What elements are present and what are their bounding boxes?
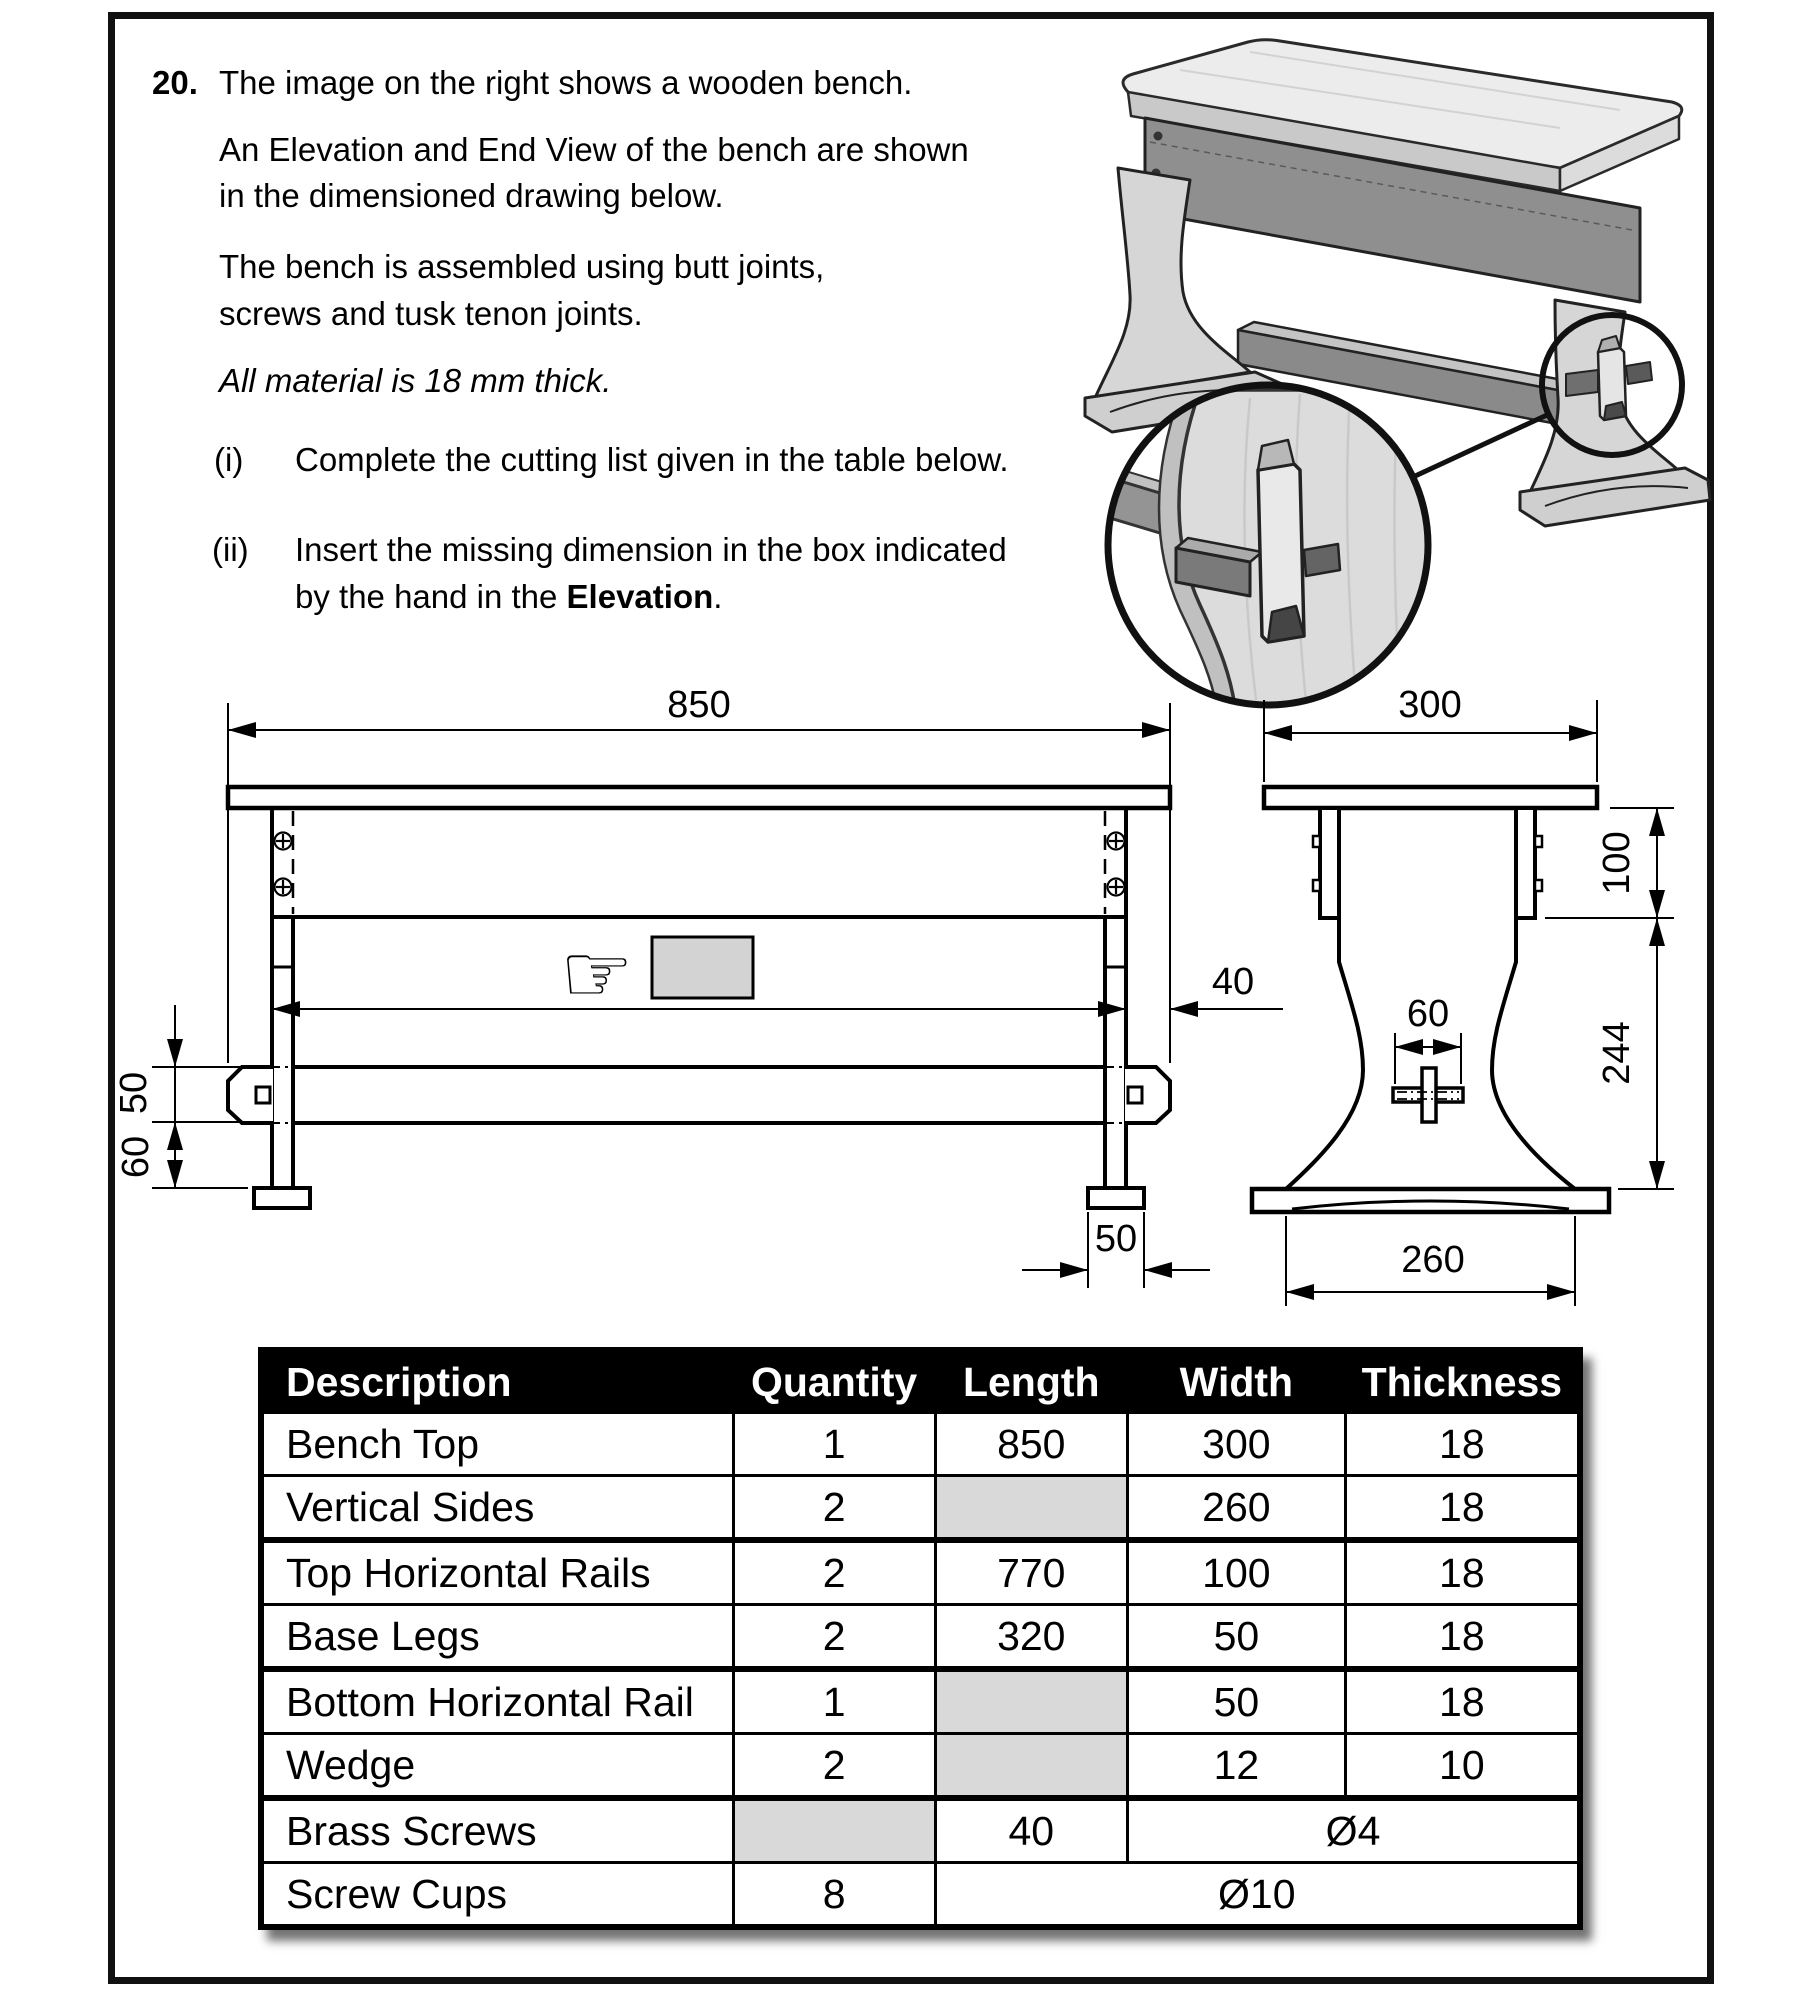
item-ii-text-2: by the hand in the Elevation.: [295, 578, 723, 615]
question-note-italic: All material is 18 mm thick.: [219, 362, 612, 399]
dim-100: 100: [1596, 831, 1638, 895]
screw-3d: [1154, 132, 1163, 141]
pointing-hand-icon: ☞: [560, 929, 634, 1020]
dim-50-foot: 50: [1094, 1218, 1138, 1260]
col-header-thickness: Thickness: [1345, 1350, 1580, 1413]
elevation-view: [152, 703, 1283, 1288]
item-i-text: Complete the cutting list given in the table below.: [295, 441, 1009, 478]
dim-260: 260: [1401, 1239, 1465, 1281]
side-panel-profile: [1286, 918, 1363, 1189]
endview-bench-top: [1264, 787, 1597, 808]
dim-60-gap: 60: [115, 1135, 157, 1179]
table-row: Brass Screws 40 Ø4: [261, 1798, 1580, 1863]
col-header-width: Width: [1128, 1350, 1346, 1413]
question-line-1: The image on the right shows a wooden bench.: [219, 64, 913, 101]
dim-850: 850: [667, 684, 731, 726]
dimensioned-drawing: [100, 620, 1720, 1320]
screw-symbols: [275, 833, 1125, 896]
table-row: Top Horizontal Rails 2 770 100 18: [261, 1540, 1580, 1605]
end-view: [1252, 700, 1674, 1306]
left-foot-elevation: [254, 1188, 310, 1208]
diameter-cell: Ø10: [935, 1863, 1580, 1928]
blank-answer-cell: [935, 1734, 1128, 1799]
table-row: Bench Top 1 850 300 18: [261, 1413, 1580, 1476]
col-header-quantity: Quantity: [733, 1350, 935, 1413]
item-ii-text-1: Insert the missing dimension in the box indicated: [295, 531, 1007, 568]
table-row: Base Legs 2 320 50 18: [261, 1605, 1580, 1670]
table-row: Screw Cups 8 Ø10: [261, 1863, 1580, 1928]
blank-answer-cell: [733, 1798, 935, 1863]
tenon-3d: [1566, 370, 1598, 396]
table-row: Vertical Sides 2 260 18: [261, 1476, 1580, 1541]
callout-connector-line: [1413, 415, 1547, 477]
dim-244: 244: [1596, 1021, 1638, 1085]
dim-50-rail: 50: [113, 1071, 155, 1115]
diameter-cell: Ø4: [1128, 1798, 1580, 1863]
item-i-label: (i): [214, 441, 244, 478]
question-line-3a: The bench is assembled using butt joints,: [219, 248, 825, 285]
table-row: Bottom Horizontal Rail 1 50 18: [261, 1669, 1580, 1734]
item-ii-label: (ii): [212, 531, 249, 568]
tenon-3d: [1626, 362, 1652, 384]
col-header-description: Description: [261, 1350, 733, 1413]
blank-answer-cell: [935, 1476, 1128, 1541]
question-number: 20.: [152, 64, 198, 101]
answer-box: [652, 937, 753, 998]
table-row: Wedge 2 12 10: [261, 1734, 1580, 1799]
right-foot-elevation: [1088, 1188, 1144, 1208]
left-wedge: [256, 1087, 270, 1103]
right-wedge: [1128, 1087, 1142, 1103]
elevation-bench-top: [228, 787, 1170, 808]
blank-answer-cell: [935, 1669, 1128, 1734]
question-line-2b: in the dimensioned drawing below.: [219, 177, 724, 214]
cutting-list-table: [258, 1347, 1583, 1930]
dim-40: 40: [1211, 961, 1255, 1003]
dim-300: 300: [1398, 684, 1462, 726]
question-line-2a: An Elevation and End View of the bench are shown: [219, 131, 969, 168]
col-header-length: Length: [935, 1350, 1128, 1413]
table-header-row: [261, 1350, 1580, 1413]
dim-60-tenon: 60: [1406, 993, 1450, 1035]
question-line-3b: screws and tusk tenon joints.: [219, 295, 643, 332]
